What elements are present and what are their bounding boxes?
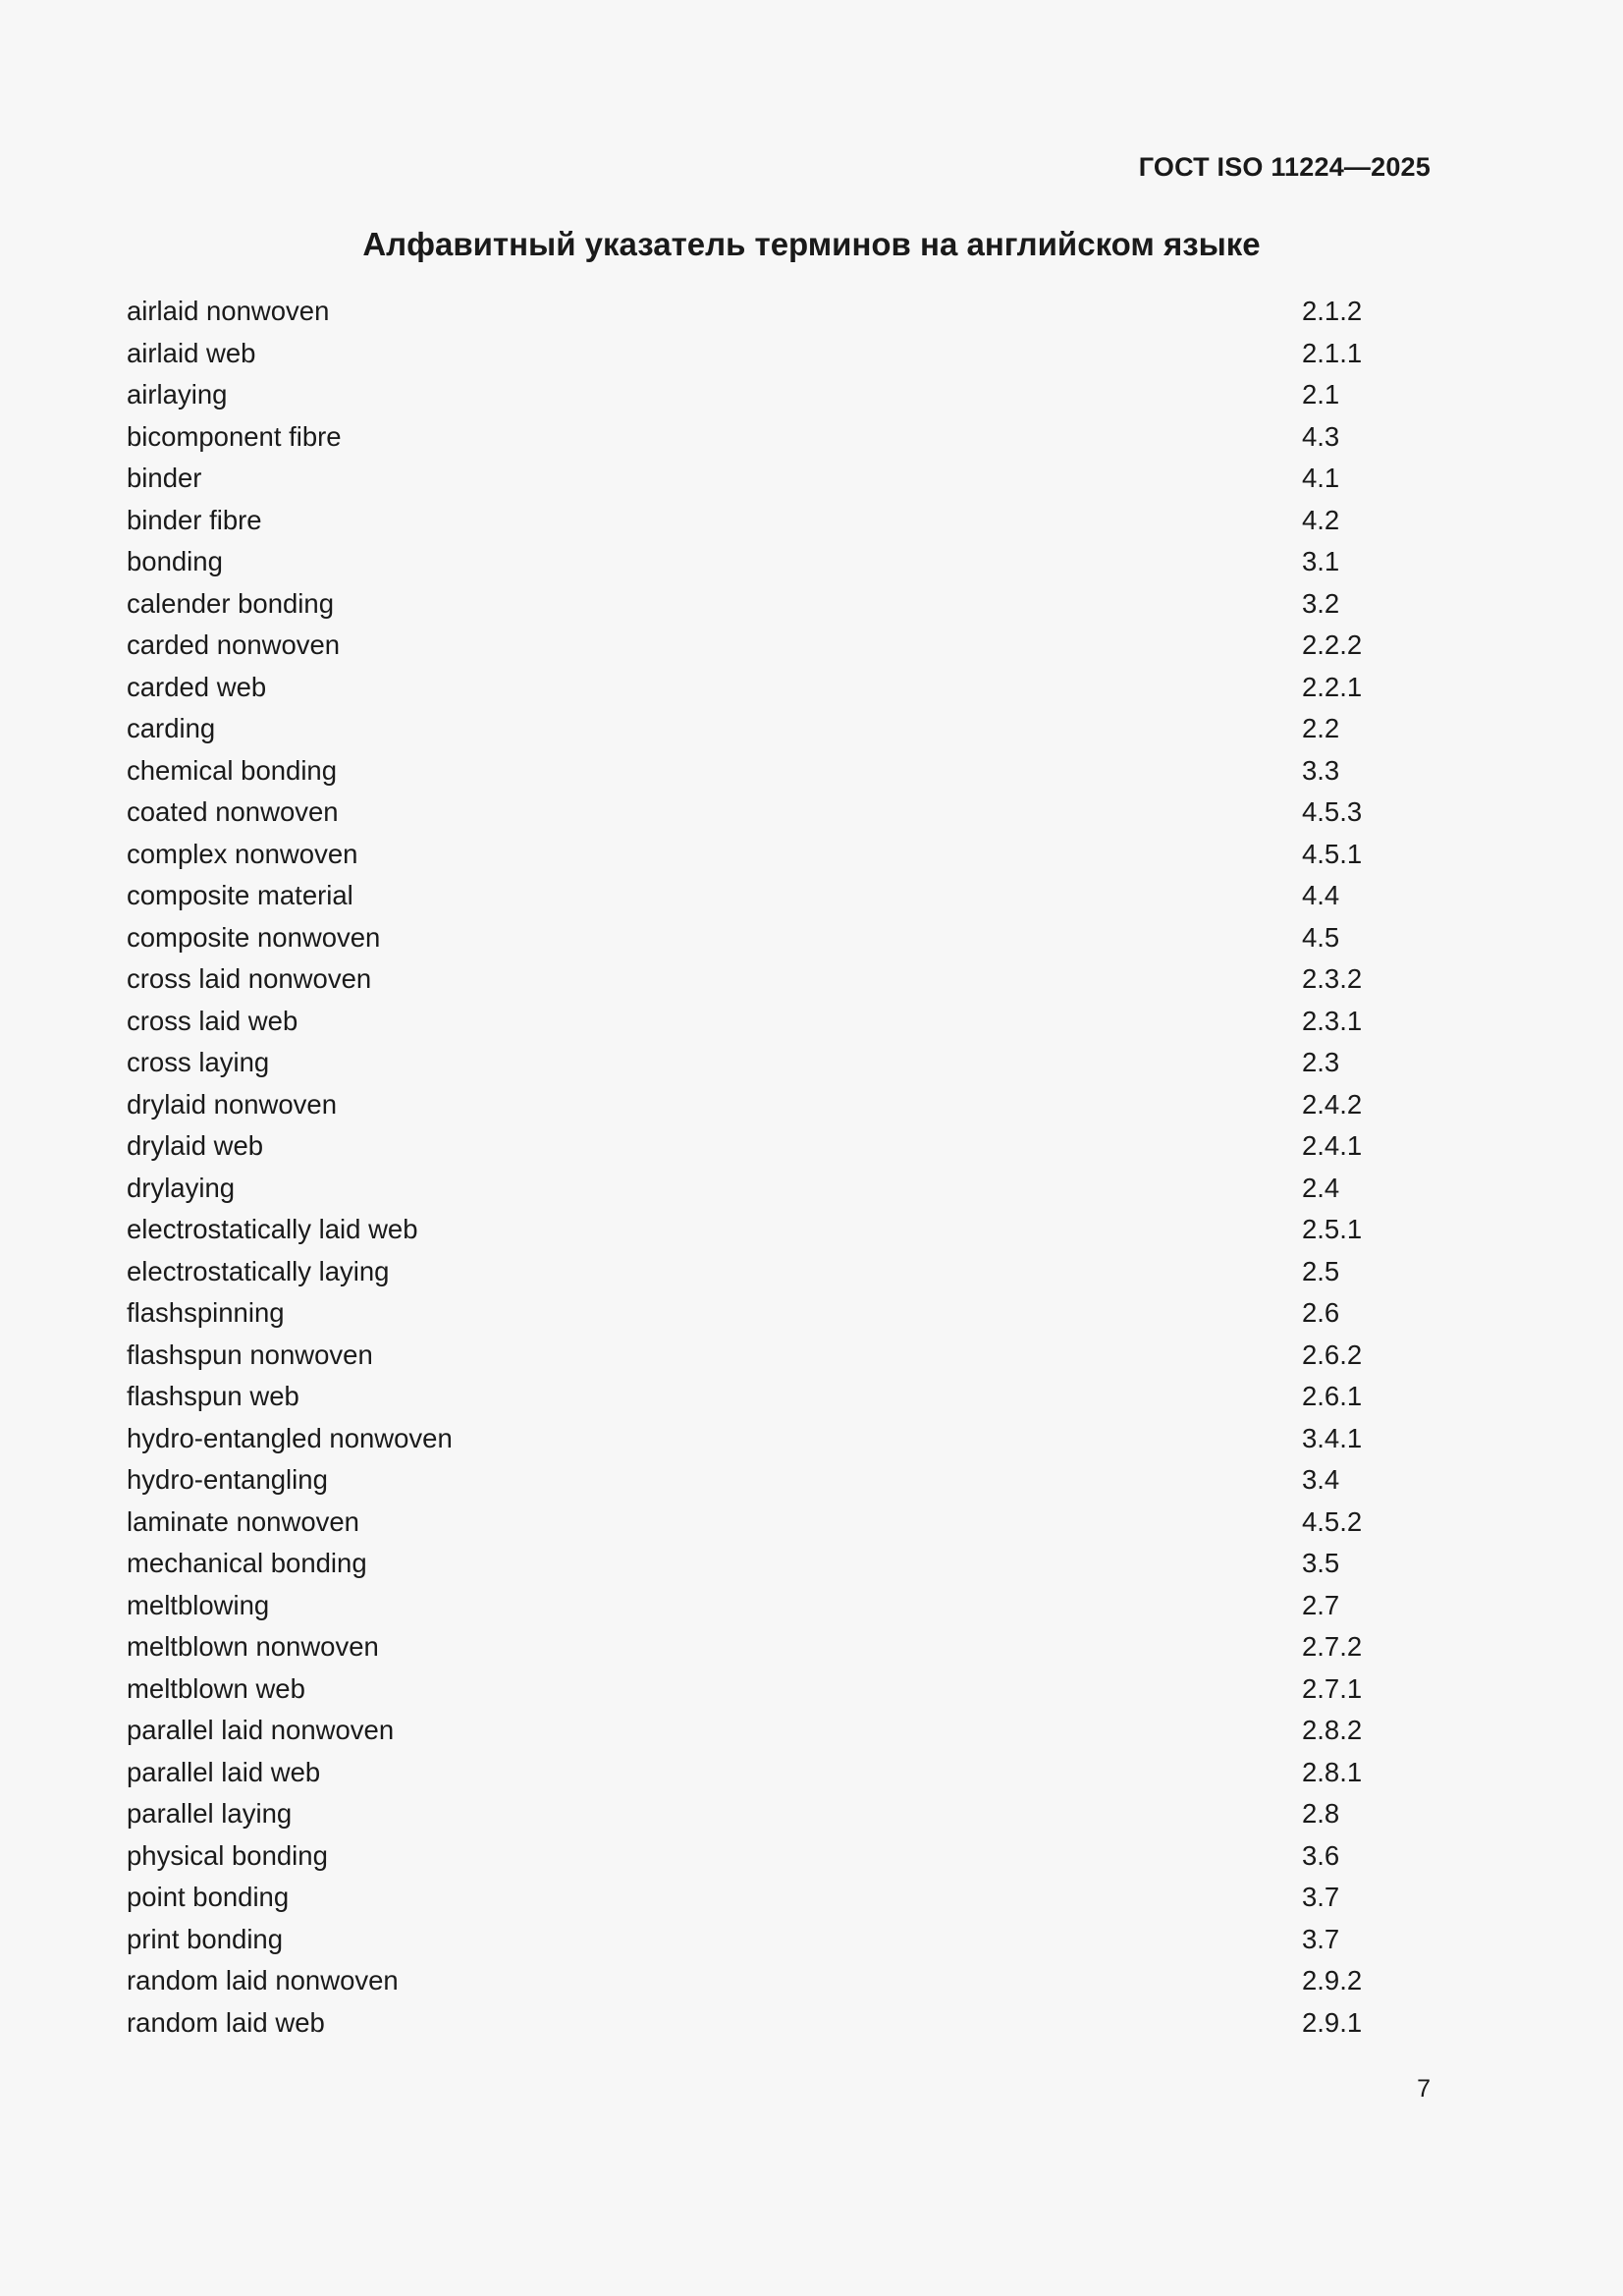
index-entry [127, 1877, 1431, 1919]
index-reference-number: 2.4.1 [1302, 1130, 1363, 1161]
index-entry [127, 291, 1431, 333]
index-reference-number: 3.4.1 [1302, 1422, 1363, 1453]
index-entry [127, 500, 1431, 542]
index-reference-number: 2.5.1 [1302, 1214, 1363, 1244]
index-entry [127, 541, 1431, 583]
index-reference-number: 2.7.2 [1302, 1631, 1363, 1662]
index-entry [127, 1292, 1431, 1335]
page-number: 7 [1417, 2075, 1431, 2103]
index-entry [127, 1251, 1431, 1293]
index-reference-number: 2.3 [1302, 1047, 1340, 1077]
index-term: airlaying [127, 379, 228, 410]
index-reference-number: 2.4 [1302, 1172, 1340, 1203]
index-term: cross laid web [127, 1005, 298, 1036]
index-entry [127, 917, 1431, 959]
index-reference-number: 2.2 [1302, 713, 1340, 743]
index-reference-number: 3.4 [1302, 1464, 1340, 1495]
index-term: electrostatically laid web [127, 1214, 418, 1244]
index-term: binder [127, 463, 202, 493]
index-entry [127, 1668, 1431, 1711]
index-term: drylaid web [127, 1130, 264, 1161]
index-reference-number: 2.2.1 [1302, 671, 1363, 702]
index-reference-number: 2.1.2 [1302, 296, 1363, 326]
index-reference-number: 2.1 [1302, 379, 1340, 410]
index-reference-number: 3.2 [1302, 587, 1340, 619]
index-entry [127, 958, 1431, 1001]
index-reference-number: 4.1 [1302, 463, 1340, 493]
index-reference-number: 4.2 [1302, 504, 1340, 535]
index-term: point bonding [127, 1882, 290, 1912]
index-term: hydro-entangled nonwoven [127, 1422, 453, 1453]
index-entry [127, 1042, 1431, 1084]
index-term: cross laid nonwoven [127, 963, 372, 994]
index-term: parallel laying [127, 1798, 293, 1829]
index-term: drylaying [127, 1172, 236, 1203]
index-entry [127, 1919, 1431, 1961]
index-entry [127, 1459, 1431, 1502]
index-term: meltblowing [127, 1589, 270, 1620]
index-term: electrostatically laying [127, 1255, 390, 1286]
document-code: ГОСТ ISO 11224—2025 [1138, 152, 1431, 182]
index-entry [127, 1209, 1431, 1251]
index-entry [127, 583, 1431, 626]
index-term: physical bonding [127, 1839, 328, 1871]
term-index-list [127, 291, 1431, 2044]
index-term: drylaid nonwoven [127, 1088, 338, 1120]
index-entry [127, 834, 1431, 876]
index-reference-number: 2.6.1 [1302, 1381, 1363, 1411]
index-term: flashspinning [127, 1297, 285, 1328]
index-entry [127, 1626, 1431, 1668]
index-reference-number: 2.1.1 [1302, 337, 1363, 368]
index-term: coated nonwoven [127, 796, 339, 827]
index-term: mechanical bonding [127, 1548, 367, 1578]
index-term: composite nonwoven [127, 921, 381, 953]
index-reference-number: 2.9.1 [1302, 2006, 1363, 2038]
index-reference-number: 2.6 [1302, 1297, 1340, 1328]
index-reference-number: 2.9.2 [1302, 1965, 1363, 1995]
index-entry [127, 750, 1431, 793]
index-reference-number: 4.4 [1302, 880, 1340, 910]
index-term: flashspun web [127, 1381, 299, 1411]
index-reference-number: 3.1 [1302, 546, 1340, 576]
index-entry [127, 1710, 1431, 1752]
index-entry [127, 1168, 1431, 1210]
index-term: random laid web [127, 2006, 325, 2038]
index-term: parallel laid web [127, 1756, 321, 1787]
index-entry [127, 1335, 1431, 1377]
index-entry [127, 792, 1431, 834]
index-entry [127, 458, 1431, 500]
index-entry [127, 1793, 1431, 1835]
index-term: carded nonwoven [127, 629, 341, 660]
index-term: binder fibre [127, 504, 262, 535]
index-term: random laid nonwoven [127, 1965, 399, 1995]
index-term: chemical bonding [127, 754, 338, 786]
index-entry [127, 1125, 1431, 1168]
index-reference-number: 2.7 [1302, 1589, 1340, 1620]
index-reference-number: 2.8.2 [1302, 1715, 1363, 1745]
index-reference-number: 2.6.2 [1302, 1339, 1363, 1370]
index-reference-number: 2.4.2 [1302, 1088, 1363, 1120]
index-entry [127, 1585, 1431, 1627]
page-title: Алфавитный указатель терминов на английском языке [362, 226, 1261, 262]
index-entry [127, 667, 1431, 709]
index-reference-number: 3.7 [1302, 1882, 1340, 1912]
index-term: flashspun nonwoven [127, 1339, 373, 1370]
index-reference-number: 2.5 [1302, 1255, 1340, 1286]
index-reference-number: 2.3.2 [1302, 963, 1363, 994]
index-term: airlaid web [127, 337, 256, 368]
index-entry [127, 625, 1431, 667]
index-entry [127, 1752, 1431, 1794]
index-term: calender bonding [127, 587, 335, 619]
index-entry [127, 2002, 1431, 2045]
index-reference-number: 3.5 [1302, 1548, 1340, 1578]
index-term: bonding [127, 546, 223, 576]
index-term: cross laying [127, 1047, 270, 1077]
index-entry [127, 1502, 1431, 1544]
index-reference-number: 4.5.1 [1302, 838, 1363, 869]
index-reference-number: 4.5.2 [1302, 1505, 1363, 1537]
index-entry [127, 416, 1431, 459]
index-reference-number: 2.3.1 [1302, 1005, 1363, 1036]
index-term: carded web [127, 671, 267, 702]
index-reference-number: 2.8 [1302, 1798, 1340, 1829]
index-reference-number: 4.5 [1302, 921, 1340, 953]
index-term: meltblown web [127, 1672, 305, 1704]
index-reference-number: 4.5.3 [1302, 796, 1363, 827]
index-term: composite material [127, 880, 353, 910]
index-reference-number: 2.7.1 [1302, 1672, 1363, 1704]
index-entry [127, 1960, 1431, 2002]
index-term: parallel laid nonwoven [127, 1715, 395, 1745]
index-term: print bonding [127, 1923, 284, 1954]
index-term: hydro-entangling [127, 1464, 328, 1495]
index-reference-number: 3.3 [1302, 754, 1340, 786]
index-reference-number: 2.2.2 [1302, 629, 1363, 660]
index-entry [127, 1001, 1431, 1043]
index-entry [127, 1376, 1431, 1418]
index-entry [127, 374, 1431, 416]
index-term: laminate nonwoven [127, 1505, 359, 1537]
index-reference-number: 3.6 [1302, 1839, 1340, 1871]
index-term: bicomponent fibre [127, 420, 342, 452]
index-entry [127, 1084, 1431, 1126]
index-entry [127, 1543, 1431, 1585]
index-entry [127, 708, 1431, 750]
index-entry [127, 1418, 1431, 1460]
index-entry [127, 1835, 1431, 1878]
index-term: meltblown nonwoven [127, 1631, 379, 1662]
index-entry [127, 875, 1431, 917]
index-term: carding [127, 713, 216, 743]
index-term: complex nonwoven [127, 838, 358, 869]
index-reference-number: 2.8.1 [1302, 1756, 1363, 1787]
index-reference-number: 3.7 [1302, 1923, 1340, 1954]
index-entry [127, 333, 1431, 375]
index-term: airlaid nonwoven [127, 296, 330, 326]
index-reference-number: 4.3 [1302, 420, 1340, 452]
